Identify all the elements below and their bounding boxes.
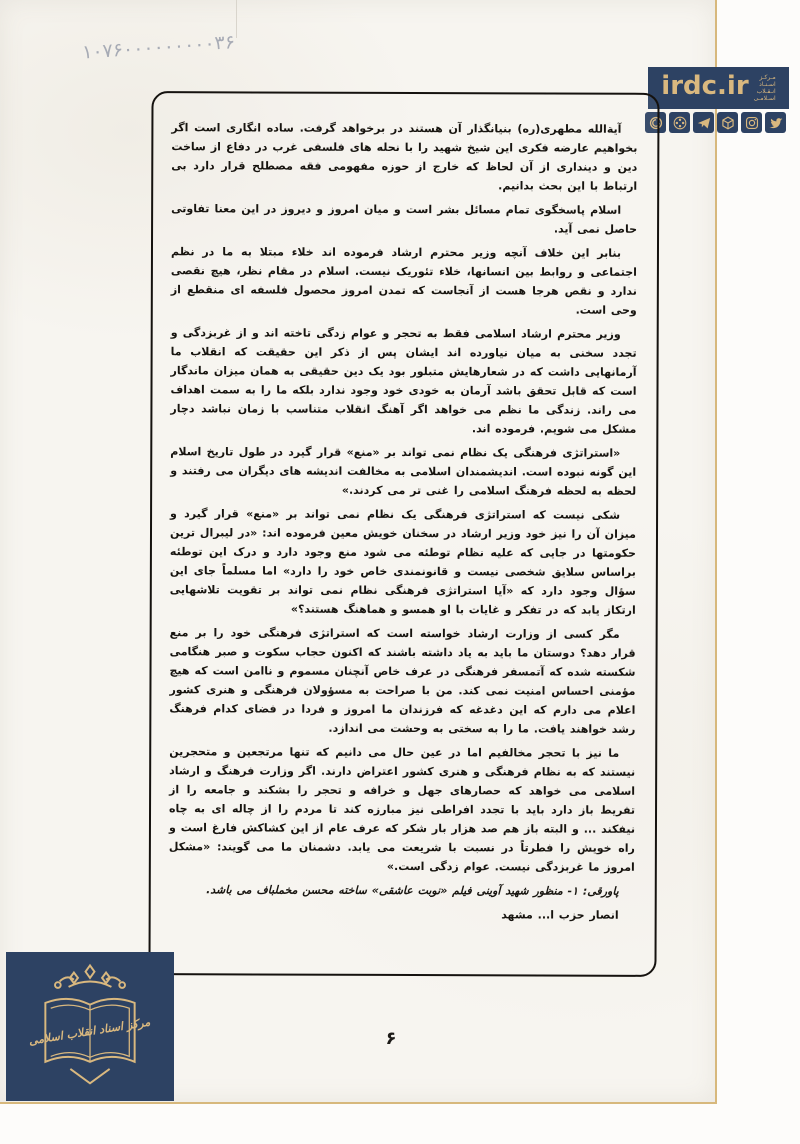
paragraph: مگر کسی از وزارت ارشاد خواسته است که استراتژی فرهنگی خود را بر منع قرار دهد؟ دوستان ما باید به یاد داشته باشند که اکنون حجاب سکوت و صبر هنگامی شکسته شده که آتمسفر فرهنگی در عرف خاص آنچنان مسموم و ناامن است که هیچ مؤمنی احساس امنیت نمی کند. من با صراحت به مسؤولان فرهنگی و هنری کشور اعلام می دارم که این دغدغه که فرزندان ما امروز و فردا در فضای کدام فرهنگ رشد خواهند یافت. ما را به سختی به وحشت می اندازد. — [169, 626, 636, 736]
paragraph: اسلام پاسخگوی تمام مسائل بشر است و میان امروز و دیروز در این معنا تفاوتی حاصل نمی آید. — [171, 202, 638, 236]
archive-stamp-number: ۱۰۷۶۰۰۰۰۰۰۰۰۰۳۶ — [81, 31, 236, 64]
irdc-logo[interactable] — [648, 67, 789, 109]
paragraph: ما نیز با تحجر مخالفیم اما در عین حال می دانیم که تنها مرتجعین و متحجرین نیستند که به نظام فرهنگی و هنری کشور اعتراض دارند. اگر وزارت فرهنگ و ارشاد اسلامی می خواهد که حصارهای جهل و خرافه و تحجر را بشکند و جامعه را از تفریط باز دارد باید با تجدد افراطی نیز مبارزه کند تا مردم را از چاله ای به چاه نیفکند ... و البته باز هم صد هزار بار شکر که عرف عام از این کشاکش فارغ است و راه خویش را فطرتاً در نسبت با شریعت می یابد. دشمنان ما می گویند: «مشکل امروز ما غربزدگی نیست. عوام زدگی است.» — [168, 745, 636, 874]
irdc-caption-line: اسـلامـی — [753, 95, 776, 102]
instagram-icon[interactable] — [741, 112, 762, 133]
film-reel-icon[interactable] — [669, 112, 690, 133]
twitter-icon[interactable] — [765, 112, 786, 133]
social-icons-row — [645, 112, 791, 136]
paragraph: آیة‌الله مطهری(ره) بنیانگذار آن هستند در برخواهد گرفت. ساده انگاری است اگر بخواهیم عارضه فکری این شیخ شهید را با نحله های فلسفی غرب در دفاع از ساخت دین و دینداری از آن لحاظ که خارج از حوزه مفهومی فقه مصطلح قرار دارد بی ارتباط با این بحث بدانیم. — [171, 121, 638, 193]
ornament-center-petal — [86, 965, 95, 978]
paragraph: وزیر محترم ارشاد اسلامی فقط به تحجر و عوام زدگی تاخته اند و از غربزدگی و تجدد سخنی به میان نیاورده اند ایشان پس از ذکر این حقیقت که انقلاب ما آرمانهایی داشت که در شعارهایش متبلور بود یک دین حقیقی به همان میزان ماندگار است که قابل تحقق باشد آرمان به خودی خود وجود ندارد بلکه ما را به سمت اهداف می راند. زندگی ما نظم می خواهد اگر آهنگ انقلاب متناسب با زمان نباشد دچار مشکل می شویم. فرموده اند. — [170, 326, 637, 436]
irdc-caption-line: اسـنـاد — [759, 81, 776, 88]
irdc-caption-line: انـقـلاب — [756, 88, 776, 95]
page-number: ۶ — [385, 1028, 397, 1049]
emblem-calligraphy: مرکز اسناد انقلاب اسلامی — [27, 1015, 152, 1048]
irdc-caption-line: مـرکـز — [759, 74, 776, 81]
irdc-caption — [754, 74, 776, 102]
irdc-site-label: irdc.ir — [661, 71, 749, 101]
irdc-emblem — [6, 952, 174, 1101]
paragraph: شکی نیست که استراتژی فرهنگی یک نظام نمی تواند بر «منع» قرار گیرد و میزان آن را نیز خود وزیر ارشاد در سخنان خویش معین فرموده اند: «در لیبرال ترین حکومتها در جایی که علیه نظام توطئه می شود منع وجود دارد و درک این توطئه براساس سلایق شخصی نیست و قانونمندی خاص خود را دارد» اما مسلماً جای این سؤال وجود دارد که «آیا استراتژی فرهنگی نظام نمی تواند بر تقویت تلاشهایی ارتکاز یابد که در تفکر و غایات با او همسو و هماهنگ هستند؟» — [169, 507, 637, 617]
document-frame — [148, 91, 659, 977]
messenger-box-icon[interactable] — [717, 112, 738, 133]
paragraph: بنابر این خلاف آنچه وزیر محترم ارشاد فرموده اند خلاء مبتلا به ما در نظم اجتماعی و روابط بین انسانها، خلاء تئوریک نیست. اسلام در مقام نظر، هیچ نقصی ندارد و نقص هرجا هست از آنجاست که تمدن امروز محصول فلسفه ای منقطع از وحی است. — [170, 245, 637, 317]
footnote: پاورقی: ۱- منظور شهید آوینی فیلم «نوبت عاشقی» ساخته محسن مخملباف می باشد. — [206, 883, 619, 898]
telegram-icon[interactable] — [693, 112, 714, 133]
signature: انصار حزب ا... مشهد — [501, 908, 619, 922]
paragraph: «استراتژی فرهنگی یک نظام نمی تواند بر «منع» قرار گیرد در طول تاریخ اسلام این گونه نبوده است. اندیشمندان اسلامی به مخالفت اندیشه های دیگران می رفتند و لحظه به لحظه فرهنگ اسلامی را غنی تر می کردند.» — [170, 445, 637, 498]
